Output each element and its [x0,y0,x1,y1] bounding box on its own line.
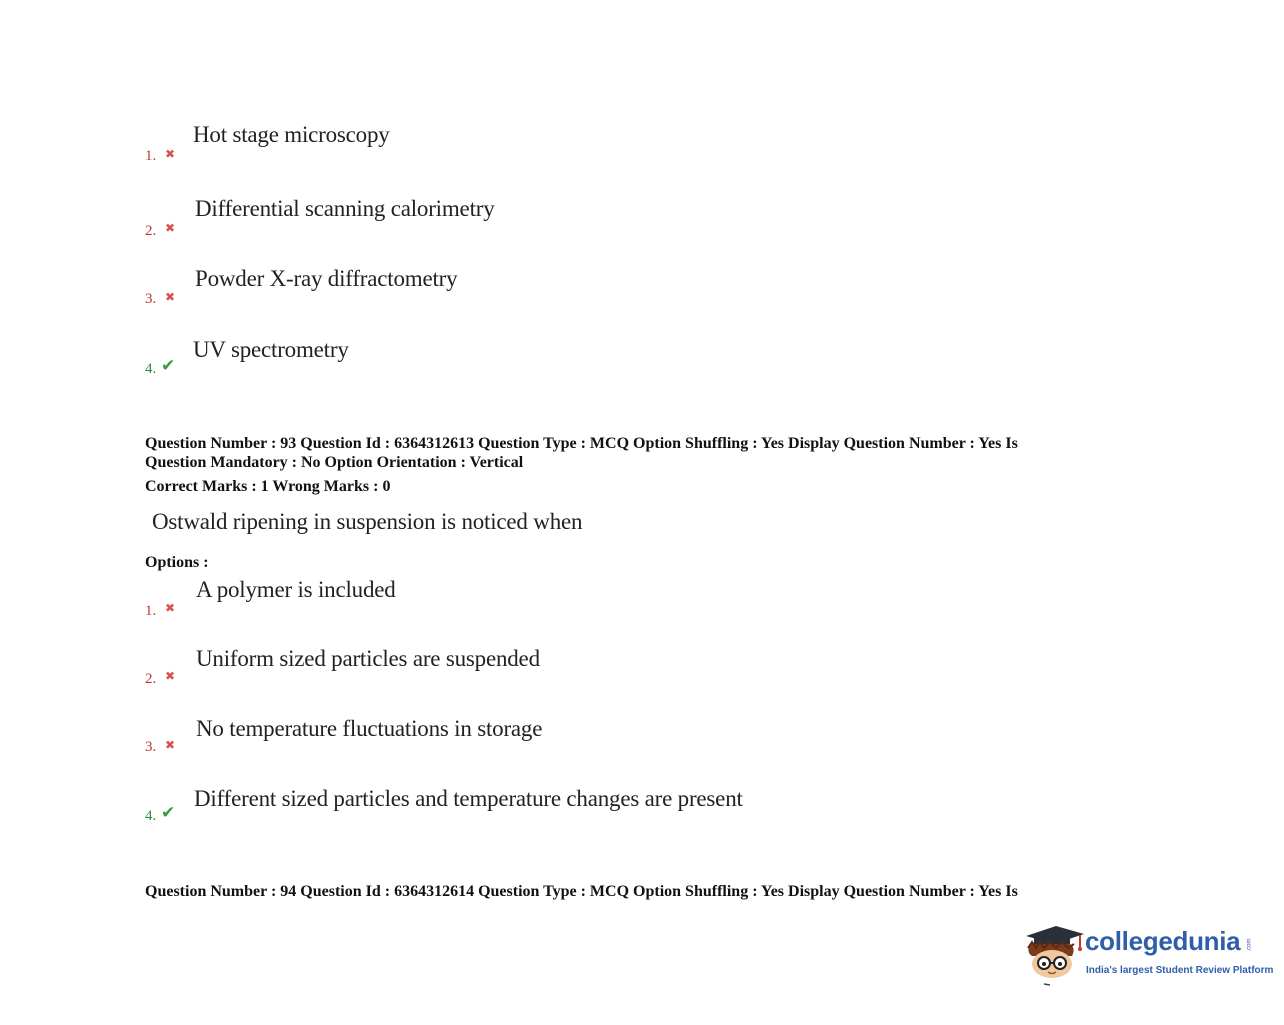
options-label: Options : [145,554,209,571]
option-number: 4. [145,361,157,377]
correct-mark-icon: ✔ [161,803,176,822]
correct-mark-icon: ✔ [161,356,176,375]
option-number: 1. [145,148,157,164]
option-text: Powder X-ray diffractometry [195,266,458,291]
option-row [0,336,1284,396]
wrong-mark-icon: ✖ [165,221,176,235]
logo-tagline: India's largest Student Review Platform [1086,965,1274,976]
wrong-mark-icon: ✖ [165,738,176,752]
option-row [0,265,1284,325]
option-row [0,195,1284,255]
logo-domain-suffix: .com [1246,938,1253,952]
question-text: Ostwald ripening in suspension is noticed when [152,509,583,534]
option-number: 2. [145,671,157,687]
wrong-mark-icon: ✖ [165,147,176,161]
question-meta: Question Number : 94 Question Id : 6364312614 Question Type : MCQ Option Shuffling : Yes Display Question Number : Yes Is [145,883,1018,900]
option-text: Different sized particles and temperature changes are present [194,786,743,811]
option-row [0,715,1284,775]
wrong-mark-icon: ✖ [165,290,176,304]
option-text: No temperature fluctuations in storage [196,716,543,741]
option-row [0,645,1284,705]
option-text: Uniform sized particles are suspended [196,646,540,671]
wrong-mark-icon: ✖ [165,669,176,683]
option-text: A polymer is included [196,577,396,602]
logo-wordmark: collegedunia [1085,926,1241,956]
collegedunia-logo[interactable] [1022,918,1274,990]
option-number: 3. [145,739,157,755]
wrong-mark-icon: ✖ [165,601,176,615]
option-text: Differential scanning calorimetry [195,196,495,221]
option-number: 1. [145,603,157,619]
option-number: 4. [145,808,157,824]
option-row [0,576,1284,636]
option-row [0,785,1284,845]
option-number: 2. [145,223,157,239]
question-meta: Question Number : 93 Question Id : 6364312613 Question Type : MCQ Option Shuffling : Yes Display Question Number : Yes Is [145,435,1018,452]
mascot-icon [1022,918,1084,988]
question-marks: Correct Marks : 1 Wrong Marks : 0 [145,478,391,495]
option-row [0,120,1284,180]
question-meta-continued: Question Mandatory : No Option Orientation : Vertical [145,454,524,471]
option-number: 3. [145,291,157,307]
option-text: Hot stage microscopy [193,122,390,147]
option-text: UV spectrometry [193,337,349,362]
